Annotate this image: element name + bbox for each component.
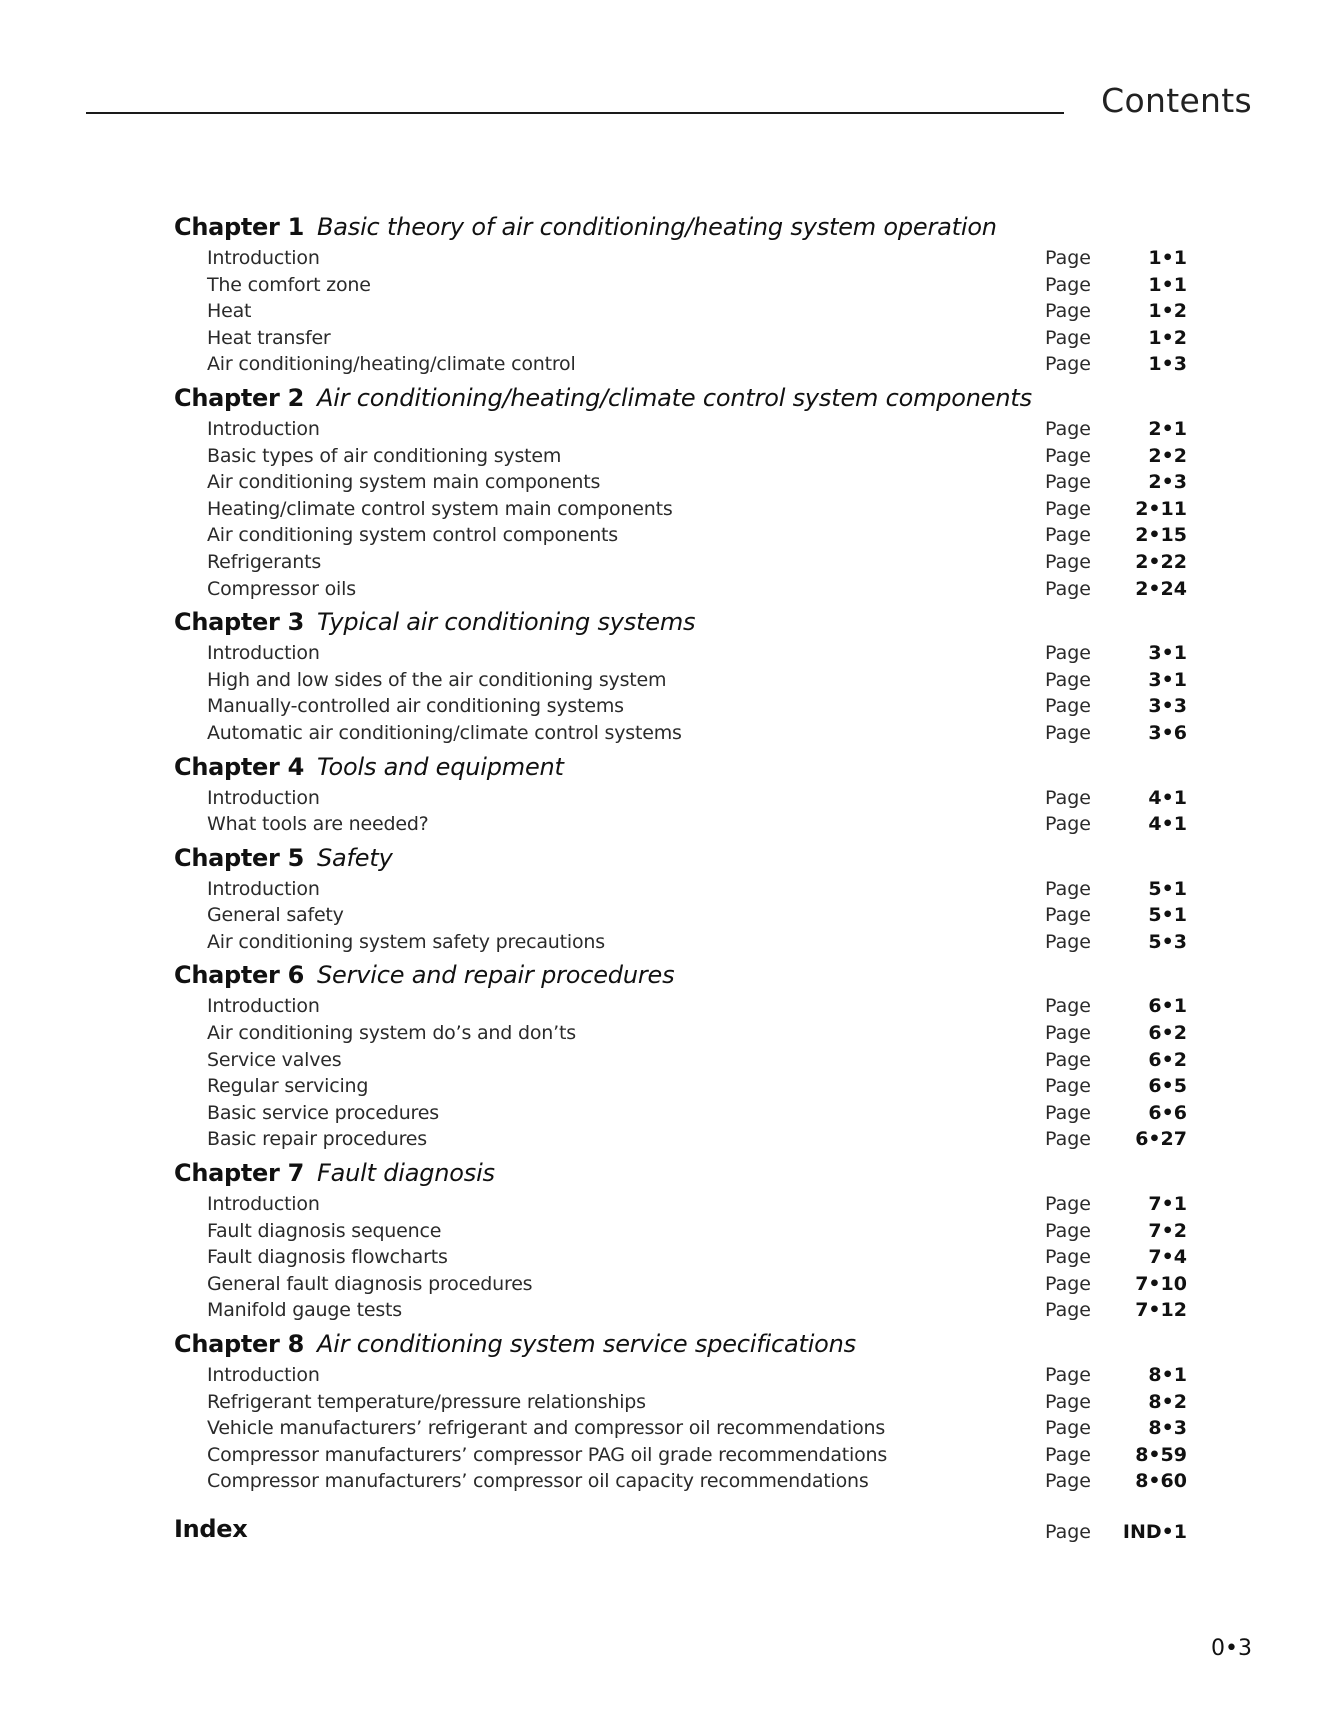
chapter-label: Chapter 5 (174, 843, 305, 872)
chapter-title: Air conditioning/heating/climate control system components (317, 383, 1032, 412)
chapter-section (174, 747, 1187, 838)
page-number: 1•2 (1148, 326, 1187, 349)
chapter-section (174, 838, 1187, 956)
entry-title: Basic service procedures (207, 1101, 439, 1124)
page-number: 4•1 (1148, 813, 1187, 836)
page-word: Page (1045, 326, 1091, 349)
toc-entry (174, 496, 1187, 523)
entry-title: Compressor oils (207, 577, 356, 600)
toc-entry (174, 351, 1187, 378)
page-word: Page (1045, 786, 1091, 809)
entry-title: Introduction (207, 786, 320, 809)
toc-entry (174, 1415, 1187, 1442)
entry-title: Manifold gauge tests (207, 1299, 402, 1322)
page-number: 2•22 (1135, 550, 1187, 573)
chapter-label: Chapter 3 (174, 608, 305, 637)
page-word: Page (1045, 417, 1091, 440)
page-word: Page (1045, 577, 1091, 600)
toc-entry (174, 1100, 1187, 1127)
page-word: Page (1045, 1246, 1091, 1269)
page-word: Page (1045, 471, 1091, 494)
entry-title: Introduction (207, 995, 320, 1018)
chapter-title: Fault diagnosis (317, 1159, 495, 1188)
toc-entry (174, 469, 1187, 496)
page-word: Page (1045, 695, 1091, 718)
entry-title: Introduction (207, 1193, 320, 1216)
toc-entry (174, 1047, 1187, 1074)
page-word: Page (1045, 497, 1091, 520)
page-number: 7•10 (1135, 1272, 1187, 1295)
page-word: Page (1045, 1520, 1091, 1543)
page-number: 8•1 (1148, 1364, 1187, 1386)
toc-entry (174, 1468, 1187, 1495)
chapter-label: Chapter 6 (174, 961, 305, 990)
chapter-title: Air conditioning system service specifications (317, 1330, 856, 1358)
toc-entry (174, 902, 1187, 929)
page-word: Page (1045, 1075, 1091, 1098)
page-number: 5•1 (1148, 877, 1187, 900)
entry-title: Refrigerants (207, 550, 322, 573)
entry-title: Heating/climate control system main components (207, 497, 673, 520)
toc-entry (174, 245, 1187, 272)
chapter-title: Basic theory of air conditioning/heating system operation (317, 213, 997, 241)
page-number: 3•6 (1148, 721, 1187, 744)
table-of-contents (174, 207, 1187, 1551)
toc-entry (174, 811, 1187, 838)
entry-title: Introduction (207, 247, 320, 269)
entry-title: Heat transfer (207, 326, 331, 349)
page-word: Page (1045, 300, 1091, 323)
page-number: 6•6 (1148, 1101, 1187, 1124)
entry-title: Air conditioning system control components (207, 524, 619, 547)
page-number: 1•1 (1148, 273, 1187, 296)
chapter-heading (174, 955, 1174, 993)
page-word: Page (1045, 1048, 1091, 1071)
chapter-heading (174, 838, 1174, 876)
page-word: Page (1045, 1470, 1091, 1493)
page-number: 3•3 (1148, 695, 1187, 718)
chapter-title: Typical air conditioning systems (317, 608, 696, 637)
entry-title: High and low sides of the air conditioning system (207, 668, 667, 691)
page-word: Page (1045, 273, 1091, 296)
page-number: 8•60 (1135, 1470, 1187, 1493)
page-number: 7•4 (1148, 1246, 1187, 1269)
toc-entry (174, 667, 1187, 694)
page-number: 6•2 (1148, 1048, 1187, 1071)
page-word: Page (1045, 1272, 1091, 1295)
page-word: Page (1045, 550, 1091, 573)
page-word: Page (1045, 1128, 1091, 1151)
toc-entry (174, 1073, 1187, 1100)
page-number: 8•2 (1148, 1390, 1187, 1413)
chapter-section (174, 1153, 1187, 1324)
toc-entry (174, 1271, 1187, 1298)
page-word: Page (1045, 524, 1091, 547)
page-word: Page (1045, 1299, 1091, 1322)
toc-entry (174, 693, 1187, 720)
chapter-label: Chapter 2 (174, 383, 305, 412)
chapter-section (174, 207, 1187, 378)
toc-entry (174, 720, 1187, 747)
entry-title: Basic repair procedures (207, 1128, 427, 1151)
chapter-section (174, 602, 1187, 746)
chapter-heading (174, 1153, 1174, 1191)
page-word: Page (1045, 813, 1091, 836)
page-word: Page (1045, 1022, 1091, 1045)
index-label: Index (174, 1514, 248, 1543)
page-number: 2•15 (1135, 524, 1187, 547)
entry-title: General safety (207, 904, 344, 927)
entry-title: Basic types of air conditioning system (207, 444, 562, 467)
entry-title: Air conditioning system safety precautions (207, 930, 605, 953)
page-number: 7•12 (1135, 1299, 1187, 1322)
entry-title: Heat (207, 300, 252, 323)
page-word: Page (1045, 1219, 1091, 1242)
page-folio: 0•3 (1211, 1636, 1252, 1661)
page-word: Page (1045, 444, 1091, 467)
entry-title: Air conditioning system main components (207, 471, 601, 494)
page-number: 2•2 (1148, 444, 1187, 467)
entry-title: Fault diagnosis sequence (207, 1219, 442, 1242)
page-word: Page (1045, 1443, 1091, 1466)
page-word: Page (1045, 642, 1091, 665)
chapter-heading (174, 1324, 1174, 1362)
toc-entry (174, 522, 1187, 549)
page-number: 2•3 (1148, 471, 1187, 494)
chapter-heading (174, 378, 1174, 416)
toc-entry (174, 416, 1187, 443)
page-number: 6•27 (1135, 1128, 1187, 1151)
toc-entry (174, 1389, 1187, 1416)
page-word: Page (1045, 247, 1091, 269)
header-rule (86, 112, 1064, 114)
chapter-section (174, 955, 1187, 1153)
entry-title: General fault diagnosis procedures (207, 1272, 533, 1295)
toc-entry (174, 993, 1187, 1020)
toc-entry (174, 1191, 1187, 1218)
entry-title: Fault diagnosis flowcharts (207, 1246, 448, 1269)
page-number: 6•1 (1148, 995, 1187, 1018)
entry-title: Service valves (207, 1048, 342, 1071)
toc-entry (174, 1126, 1187, 1153)
page-word: Page (1045, 1364, 1091, 1386)
page-number: 5•3 (1148, 930, 1187, 953)
page-number: IND•1 (1122, 1520, 1187, 1543)
chapter-label: Chapter 4 (174, 752, 305, 781)
entry-title: Introduction (207, 417, 320, 440)
page-word: Page (1045, 904, 1091, 927)
toc-entry (174, 325, 1187, 352)
page-number: 2•24 (1135, 577, 1187, 600)
chapter-heading (174, 207, 1174, 245)
page-number: 8•59 (1135, 1443, 1187, 1466)
page-number: 2•1 (1148, 417, 1187, 440)
toc-entry (174, 1442, 1187, 1469)
entry-title: Manually-controlled air conditioning systems (207, 695, 624, 718)
toc-entry (174, 1020, 1187, 1047)
page-number: 3•1 (1148, 668, 1187, 691)
page-number: 1•1 (1148, 247, 1187, 269)
chapter-title: Tools and equipment (317, 752, 564, 781)
page-word: Page (1045, 1101, 1091, 1124)
chapter-label: Chapter 7 (174, 1159, 305, 1188)
toc-entry (174, 876, 1187, 903)
toc-entry (174, 785, 1187, 812)
entry-title: Vehicle manufacturers’ refrigerant and compressor oil recommendations (207, 1417, 886, 1440)
page-word: Page (1045, 1390, 1091, 1413)
chapter-heading (174, 602, 1174, 640)
chapter-label: Chapter 1 (174, 213, 305, 241)
entry-title: Air conditioning system do’s and don’ts (207, 1022, 576, 1045)
chapter-title: Service and repair procedures (317, 961, 675, 990)
page-number: 7•1 (1148, 1193, 1187, 1216)
page-word: Page (1045, 930, 1091, 953)
entry-title: The comfort zone (207, 273, 371, 296)
chapter-label: Chapter 8 (174, 1330, 305, 1358)
page-number: 5•1 (1148, 904, 1187, 927)
page-number: 1•2 (1148, 300, 1187, 323)
entry-title: Compressor manufacturers’ compressor oil capacity recommendations (207, 1470, 869, 1493)
page-word: Page (1045, 353, 1091, 376)
page-number: 3•1 (1148, 642, 1187, 665)
entry-title: Refrigerant temperature/pressure relationships (207, 1390, 646, 1413)
page-number: 6•2 (1148, 1022, 1187, 1045)
toc-entry (174, 1244, 1187, 1271)
page-word: Page (1045, 668, 1091, 691)
page-number: 6•5 (1148, 1075, 1187, 1098)
page-word: Page (1045, 877, 1091, 900)
toc-entry (174, 1218, 1187, 1245)
page-word: Page (1045, 995, 1091, 1018)
entry-title: Automatic air conditioning/climate control systems (207, 721, 682, 744)
page-word: Page (1045, 721, 1091, 744)
entry-title: Introduction (207, 642, 320, 665)
index-entry (174, 1511, 1187, 1551)
entry-title: Regular servicing (207, 1075, 369, 1098)
chapter-heading (174, 747, 1174, 785)
page-number: 8•3 (1148, 1417, 1187, 1440)
page-word: Page (1045, 1417, 1091, 1440)
page-title: Contents (1101, 81, 1252, 120)
entry-title: Introduction (207, 877, 320, 900)
page-number: 4•1 (1148, 786, 1187, 809)
chapter-section (174, 378, 1187, 602)
page-number: 7•2 (1148, 1219, 1187, 1242)
toc-entry (174, 549, 1187, 576)
page-word: Page (1045, 1193, 1091, 1216)
toc-entry (174, 272, 1187, 299)
page-number: 2•11 (1135, 497, 1187, 520)
toc-entry (174, 576, 1187, 603)
toc-entry (174, 1362, 1187, 1389)
toc-entry (174, 929, 1187, 956)
chapter-section (174, 1324, 1187, 1495)
entry-title: Compressor manufacturers’ compressor PAG oil grade recommendations (207, 1443, 888, 1466)
toc-entry (174, 640, 1187, 667)
entry-title: What tools are needed? (207, 813, 429, 836)
entry-title: Air conditioning/heating/climate control (207, 353, 576, 376)
page-number: 1•3 (1148, 353, 1187, 376)
toc-entry (174, 298, 1187, 325)
entry-title: Introduction (207, 1364, 320, 1386)
toc-entry (174, 1297, 1187, 1324)
chapter-title: Safety (317, 843, 393, 872)
toc-entry (174, 443, 1187, 470)
